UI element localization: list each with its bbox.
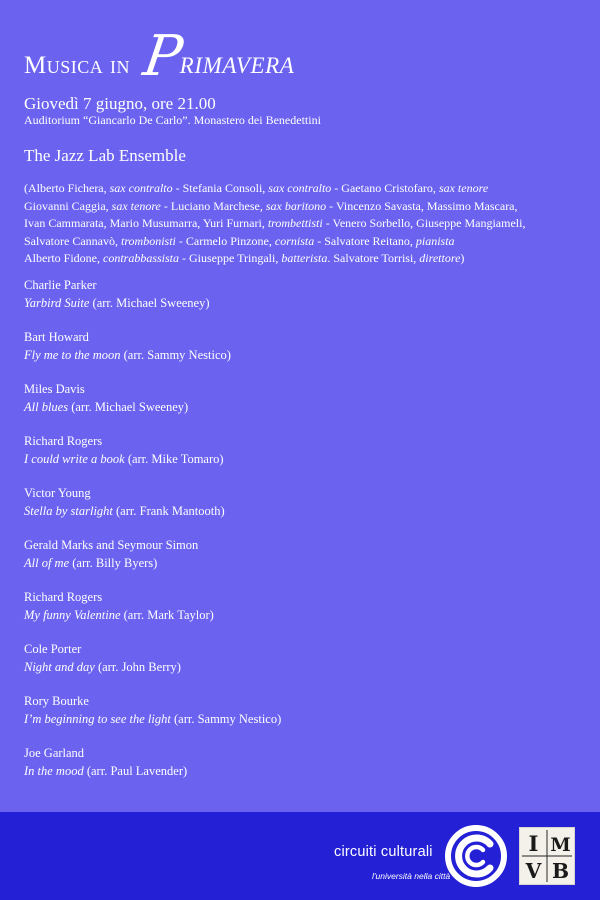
member-names: Giovanni Caggia, xyxy=(24,198,112,213)
work-line xyxy=(24,347,584,365)
member-role: sax contralto xyxy=(268,181,332,195)
program-item xyxy=(24,277,584,329)
work-title: All blues xyxy=(24,399,69,414)
members-line xyxy=(24,198,584,216)
member-names: - Luciano Marchese, xyxy=(160,198,266,213)
member-role: direttore xyxy=(419,251,461,265)
composer-name: Joe Garland xyxy=(24,746,85,760)
work-line xyxy=(24,555,584,573)
member-role: sax tenore xyxy=(438,181,489,195)
member-names: (Alberto Fichera, xyxy=(24,181,110,195)
program-item xyxy=(24,381,584,433)
member-role: contrabbassista xyxy=(103,251,180,265)
work-line xyxy=(24,399,584,417)
composer-name: Cole Porter xyxy=(24,642,82,656)
work-arranger: (arr. Sammy Nestico) xyxy=(120,347,231,362)
member-names: - Carmelo Pinzone, xyxy=(175,233,275,248)
member-role: pianista xyxy=(415,233,455,248)
work-arranger: (arr. Paul Lavender) xyxy=(83,763,188,778)
work-line xyxy=(24,659,584,677)
composer-name: Victor Young xyxy=(24,486,91,500)
title-part1: Musica in xyxy=(24,52,130,79)
work-title: My funny Valentine xyxy=(24,607,121,622)
program-item xyxy=(24,433,584,485)
imvb-letter-v: V xyxy=(525,859,542,884)
member-names: - Giuseppe Tringali, xyxy=(179,251,282,265)
member-names: - Venero Sorbello, Giuseppe Mangiameli, xyxy=(322,216,526,230)
work-title: Night and day xyxy=(24,659,95,674)
work-line xyxy=(24,451,584,469)
program-item xyxy=(24,641,584,693)
member-role: trombettisti xyxy=(267,216,323,230)
member-role: trombonisti xyxy=(120,233,176,248)
program-item xyxy=(24,693,584,745)
member-role: batterista xyxy=(281,251,328,265)
program-item xyxy=(24,745,584,797)
work-line xyxy=(24,607,584,625)
member-names: ) xyxy=(460,251,465,265)
composer-name: Charlie Parker xyxy=(24,278,97,292)
work-arranger: (arr. Michael Sweeney) xyxy=(89,295,210,310)
program-item xyxy=(24,485,584,537)
imvb-logo-icon xyxy=(519,827,575,885)
work-title: Stella by starlight xyxy=(24,503,113,518)
work-arranger: (arr. John Berry) xyxy=(94,659,181,674)
work-arranger: (arr. Michael Sweeney) xyxy=(68,399,189,414)
program-item xyxy=(24,537,584,589)
work-title: Fly me to the moon xyxy=(24,347,121,362)
work-arranger: (arr. Billy Byers) xyxy=(69,555,158,570)
work-arranger: (arr. Mike Tomaro) xyxy=(124,451,224,466)
member-names: Salvatore Cannavò, xyxy=(24,233,121,248)
event-date: Giovedì 7 giugno, ore 21.00 xyxy=(24,94,216,113)
work-title: In the mood xyxy=(24,763,84,778)
composer-name: Miles Davis xyxy=(24,382,85,396)
ensemble-members xyxy=(24,180,584,268)
work-title: All of me xyxy=(24,555,70,570)
work-title: Yarbird Suite xyxy=(24,295,90,310)
composer-name: Gerald Marks and Seymour Simon xyxy=(24,538,199,552)
program-item xyxy=(24,589,584,641)
work-line xyxy=(24,711,584,729)
circuiti-culturali-tagline: l'università nella città xyxy=(372,871,451,881)
title-rest: RIMAVERA xyxy=(179,53,295,78)
composer-name: Richard Rogers xyxy=(24,590,103,604)
member-names: Ivan Cammarata, Mario Musumarra, Yuri Furnari, xyxy=(24,216,268,230)
work-arranger: (arr. Frank Mantooth) xyxy=(112,503,225,518)
members-line xyxy=(24,215,584,233)
work-line xyxy=(24,503,584,521)
member-names: - Gaetano Cristofaro, xyxy=(331,181,439,195)
circuiti-culturali-label: circuiti culturali xyxy=(334,844,433,860)
members-line xyxy=(24,180,584,198)
title-initial: P xyxy=(139,23,187,89)
imvb-letter-m: M xyxy=(550,835,571,857)
work-title: I could write a book xyxy=(24,451,125,466)
member-names: - Salvatore Reitano, xyxy=(314,233,416,248)
work-arranger: (arr. Mark Taylor) xyxy=(120,607,214,622)
imvb-letter-b: B xyxy=(551,859,570,884)
footer-bar xyxy=(0,812,600,900)
ensemble-name: The Jazz Lab Ensemble xyxy=(24,146,186,165)
circuiti-culturali-c-logo-icon xyxy=(444,824,508,888)
member-names: . Salvatore Torrisi, xyxy=(327,251,420,265)
imvb-letter-i: I xyxy=(528,832,539,858)
composer-name: Bart Howard xyxy=(24,330,89,344)
page-title xyxy=(24,18,584,89)
event-venue: Auditorium “Giancarlo De Carlo”. Monastero dei Benedettini xyxy=(24,113,321,127)
program-list xyxy=(24,277,584,797)
members-line xyxy=(24,233,584,251)
member-role: cornista xyxy=(274,233,315,248)
composer-name: Rory Bourke xyxy=(24,694,89,708)
composer-name: Richard Rogers xyxy=(24,434,103,448)
member-role: sax contralto xyxy=(109,181,173,195)
members-line xyxy=(24,250,584,268)
member-names: - Vincenzo Savasta, Massimo Mascara, xyxy=(326,198,518,213)
member-names: Alberto Fidone, xyxy=(24,251,103,265)
member-role: sax tenore xyxy=(111,198,161,213)
member-names: - Stefania Consoli, xyxy=(172,181,269,195)
work-title: I’m beginning to see the light xyxy=(24,711,171,726)
member-role: sax baritono xyxy=(265,198,327,213)
work-line xyxy=(24,295,584,313)
work-line xyxy=(24,763,584,781)
work-arranger: (arr. Sammy Nestico) xyxy=(170,711,282,726)
program-item xyxy=(24,329,584,381)
